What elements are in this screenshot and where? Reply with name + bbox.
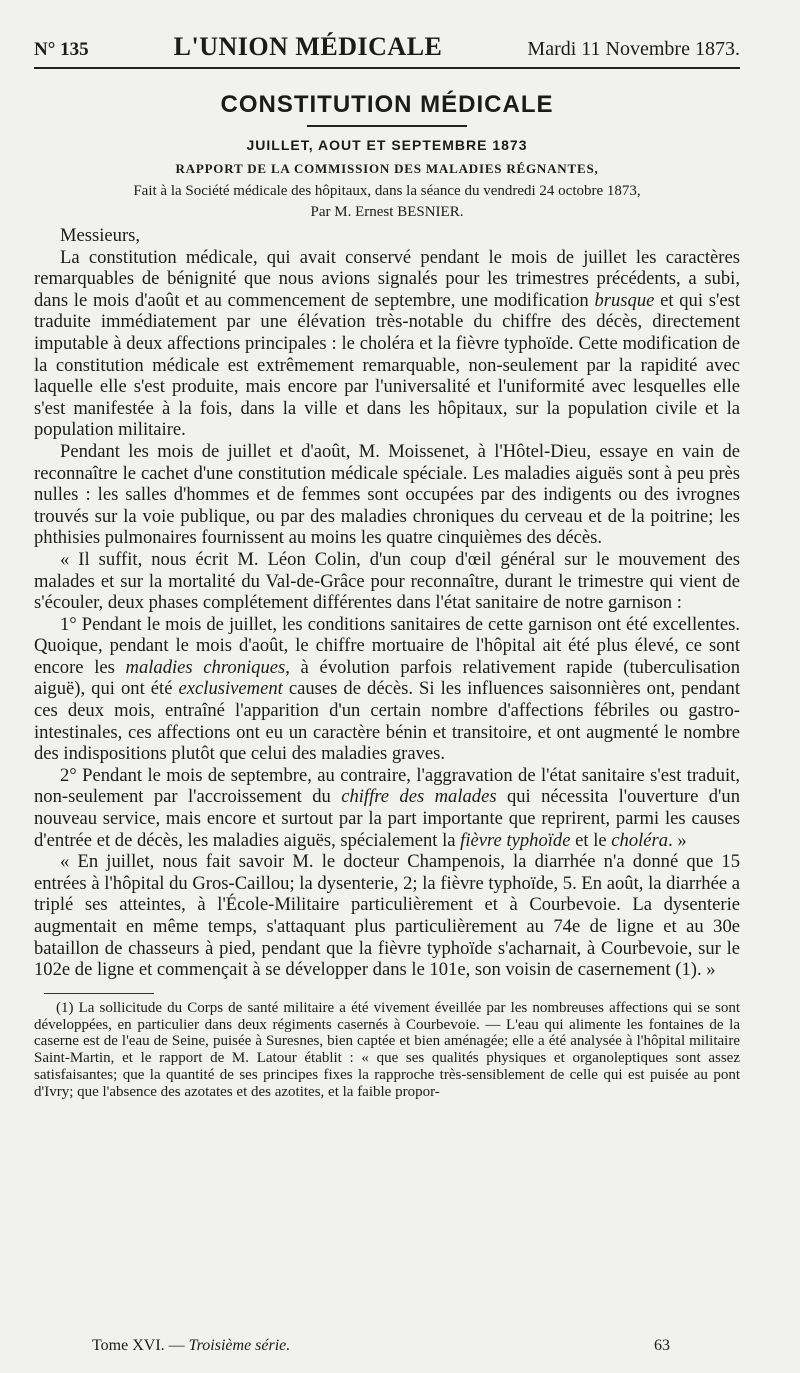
author-name: BESNIER. [397,204,464,220]
paragraph-1 [34,247,740,441]
p4-text-a: 1° Pendant le mois de juillet, les conditions sanitaires de cette garnison ont été excellentes. Quoique, pendant le mois d'août, le chiffre mortuaire de l'hôpital ait été plus élevé, ce sont encore les [34,613,740,678]
volume-series [92,1337,290,1355]
p5-text-a: 2° Pendant le mois de septembre, au contraire, l'aggravation de l'état sanitaire s'est traduit, non-seulement par l'accroissement du [34,764,740,808]
author-prefix: Par M. Ernest [310,204,398,220]
paragraph-6: « En juillet, nous fait savoir M. le docteur Champenois, la diarrhée n'a donné que 15 entrées à l'hôpital du Gros-Caillou; la dysenterie, 2; la fièvre typhoïde, 5. En août, la diarrhée a triplé ses atteintes, à l'École-Militaire particulièrement et à Courbevoie. La dysenterie augmentait en même temps, s'attaquant plus particulièrement au 74e de ligne et au 30e bataillon de chasseurs à pied, pendant que la fièvre typhoïde s'acharnait, à Courbevoie, sur le 102e de ligne et commençait à se développer dans le 101e, son voisin de casernement (1). » [34,851,740,981]
p5-emphasis-2: fièvre typhoïde [460,829,571,851]
footnote-rule [44,993,154,994]
p5-text-c: et le [570,829,612,851]
period-heading: JUILLET, AOUT ET SEPTEMBRE 1873 [246,137,528,153]
paragraph-2: Pendant les mois de juillet et d'août, M. Moissenet, à l'Hôtel-Dieu, essaye en vain de reconnaître le cachet d'une constitution médicale spéciale. Les maladies aiguës sont à peu près nulles : les salles d'hommes et de femmes sont occupées par des indigents ou des ivrognes trouvés sur la voie publique, ou par des maladies chroniques du cerveau et de la poitrine; les phthisies pulmonaires fournissent au moins les quatre cinquièmes des décès. [34,440,740,549]
p5-emphasis-3: choléra [611,829,669,851]
p1-text-b: et qui s'est traduite immédiatement par une élévation très-notable du chiffre des décès, directement imputable à deux affections principales : le choléra et la fièvre typhoïde. Cette modification de la constitution médicale est extrêmement remarquable, non-seulement par la rapidité avec laquelle elle s'est produite, mais encore par l'universalité et l'uniformité avec lesquelles elle s'est manifestée à la fois, dans la ville et dans les hôpitaux, sur la population civile et la population militaire. [34,289,740,441]
p4-emphasis-1: maladies chroniques [125,656,286,678]
series-label: Troisième série. [188,1337,291,1354]
p5-text-d: . » [668,829,687,851]
journal-title: L'UNION MÉDICALE [173,32,443,61]
paragraph-5 [34,765,740,851]
p4-text-b: , à évolution parfois relativement rapide (tuberculisation aiguë), qui ont été [34,656,741,700]
author-line [34,204,740,221]
footnote: (1) La sollicitude du Corps de santé militaire a été vivement éveillée par les nombreuses affections qui se sont développées, en particulier dans deux régiments casernés à Courbevoie. — L'eau qui alimente les fontaines de la caserne est de l'eau de Seine, puisée à Suresnes, bien captée et bien aménagée; elle a été analysée à l'hôpital militaire Saint-Martin, et le rapport de M. Latour établit : « que ses qualités physiques et organoleptiques sont assez satisfaisantes; que la quantité de ses principes fixes la rapproche très-sensiblement de celle qui est puisée au pont d'Ivry; que l'absence des azotates et des azotites, et la faible propor- [34,999,740,1100]
salutation: Messieurs, [60,225,141,246]
paragraph-3: « Il suffit, nous écrit M. Léon Colin, d'un coup d'œil général sur le mouvement des malades et sur la mortalité du Val-de-Grâce pour reconnaître, durant le trimestre qui vient de s'écouler, deux phases complétement différentes dans l'état sanitaire de notre garnison : [34,548,740,614]
presentation-line: Fait à la Société médicale des hôpitaux, dans la séance du vendredi 24 octobre 1873, [133,183,641,199]
issue-number: N° 135 [34,39,89,60]
page-number: 63 [654,1337,670,1354]
article-body [34,225,740,981]
report-heading: RAPPORT DE LA COMMISSION DES MALADIES RÉGNANTES, [175,161,599,176]
volume-label: Tome XVI. — [92,1337,189,1354]
p5-text-b: qui nécessita l'ouverture d'un nouveau service, mais encore et surtout par la part importante que reprirent, parmi les causes d'entrée et de décès, les maladies aiguës, spécialement la [34,786,740,851]
running-head [34,34,740,69]
paragraph-4 [34,614,740,765]
title-rule [307,125,467,127]
page-footer [92,1337,670,1355]
p4-emphasis-2: exclusivement [178,678,283,700]
section-title: CONSTITUTION MÉDICALE [220,91,554,118]
issue-date: Mardi 11 Novembre 1873. [527,38,740,60]
p5-emphasis-1: chiffre des malades [341,786,497,808]
p1-emphasis: brusque [594,289,655,311]
p1-text-a: La constitution médicale, qui avait conservé pendant le mois de juillet les caractères remarquables de bénignité que nous avions signalés pour les trimestres précédents, a subi, dans le mois d'août et au commencement de septembre, une modification [34,246,740,311]
p4-text-c: causes de décès. Si les influences saisonnières ont, pendant ces deux mois, entraîné l'apparition d'un certain nombre d'affections fébriles ou gastro-intestinales, ces affections ont eu un caractère bénin et transitoire, et ont augmenté le nombre des indispositions plutôt que celui des maladies graves. [34,678,741,765]
